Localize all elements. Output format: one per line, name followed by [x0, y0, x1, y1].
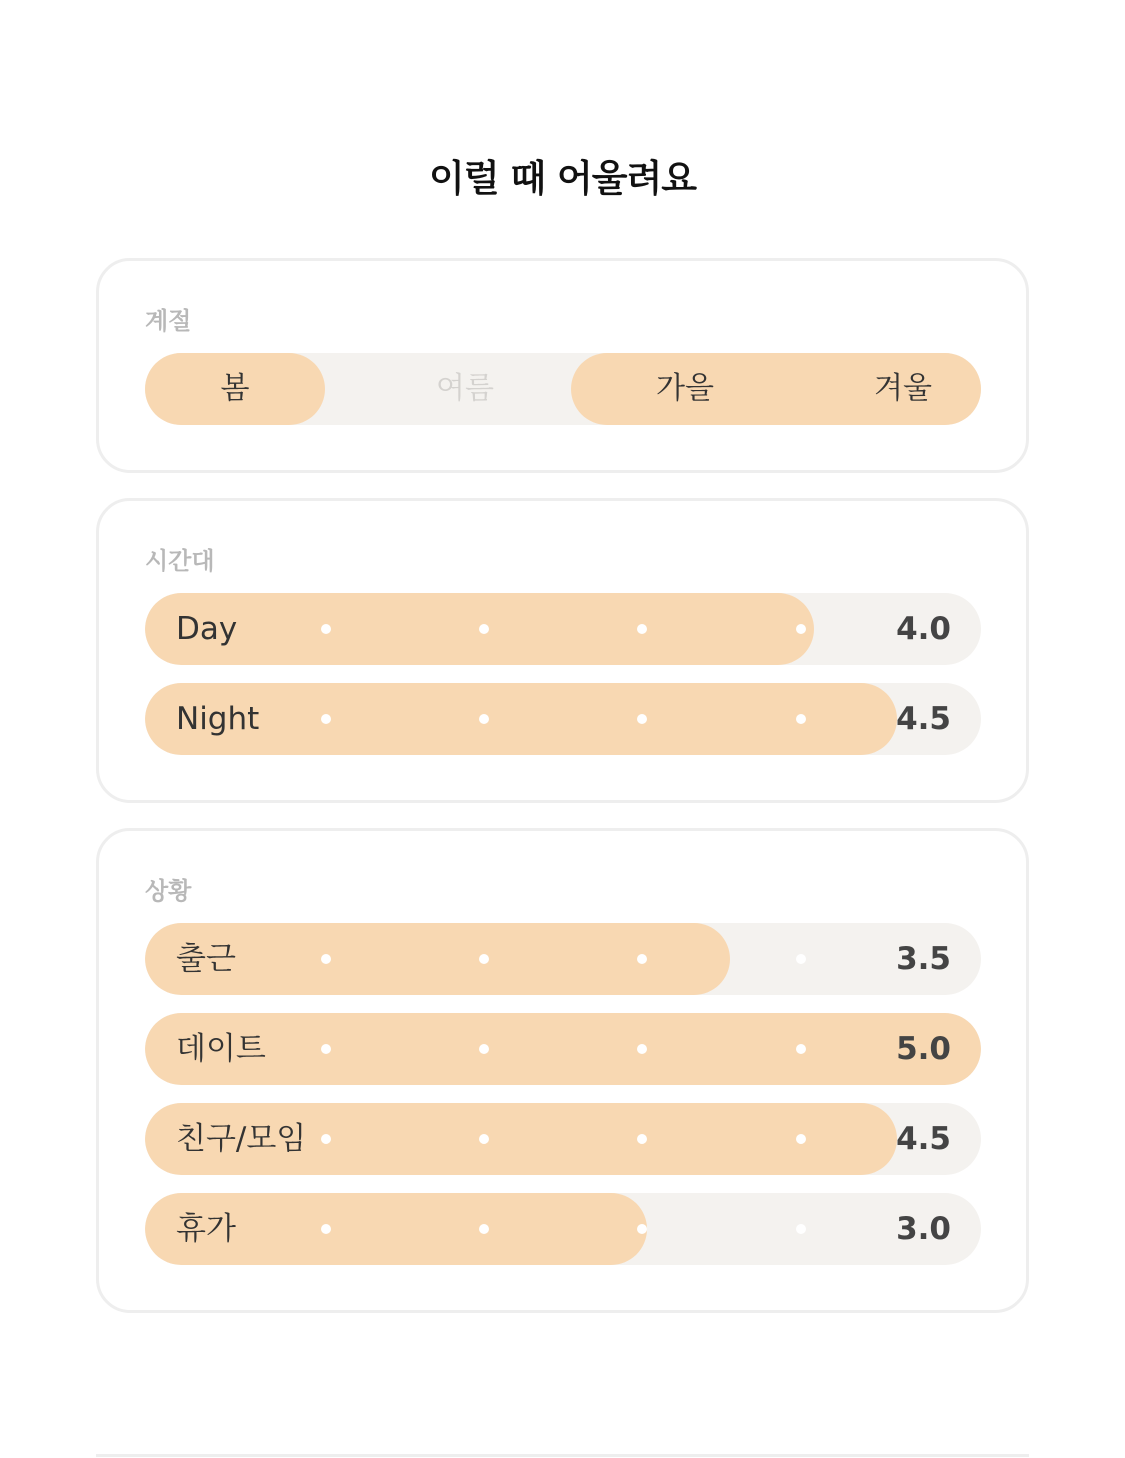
rating-bar-vacation	[145, 1193, 981, 1265]
scale-dot	[796, 714, 806, 724]
season-option-summer[interactable]: 여름	[436, 371, 494, 406]
situation-card	[96, 828, 1029, 1313]
scale-dot	[321, 1224, 331, 1234]
rating-bar-commute	[145, 923, 981, 995]
scale-dot	[796, 1044, 806, 1054]
scale-dot	[637, 624, 647, 634]
rating-label: Night	[176, 701, 260, 737]
scale-dot	[637, 1224, 647, 1234]
season-option-fall[interactable]: 가을	[656, 371, 714, 406]
rating-value: 4.5	[896, 701, 951, 737]
rating-bar-day	[145, 593, 981, 665]
rating-value: 3.5	[896, 941, 951, 977]
rating-label: 데이트	[176, 1031, 266, 1067]
time-card	[96, 498, 1029, 803]
scale-dot	[321, 954, 331, 964]
divider	[96, 1454, 1029, 1457]
season-option-spring[interactable]: 봄	[220, 371, 250, 406]
rating-value: 4.5	[896, 1121, 951, 1157]
scale-dot	[479, 624, 489, 634]
season-option-winter[interactable]: 겨울	[874, 371, 932, 406]
rating-bar-friends	[145, 1103, 981, 1175]
rating-value: 3.0	[896, 1211, 951, 1247]
season-card-label: 계절	[145, 307, 192, 335]
scale-dot	[321, 624, 331, 634]
rating-fill	[145, 1013, 981, 1085]
rating-label: 출근	[176, 941, 236, 977]
rating-bar-night	[145, 683, 981, 755]
scale-dot	[321, 714, 331, 724]
scale-dot	[637, 1044, 647, 1054]
scale-dot	[321, 1134, 331, 1144]
rating-label: 친구/모임	[176, 1121, 307, 1157]
rating-label: Day	[176, 611, 238, 647]
rating-label: 휴가	[176, 1211, 236, 1247]
rating-bar-date	[145, 1013, 981, 1085]
scale-dot	[796, 954, 806, 964]
scale-dot	[479, 1224, 489, 1234]
scale-dot	[479, 954, 489, 964]
scale-dot	[637, 1134, 647, 1144]
rating-value: 4.0	[896, 611, 951, 647]
season-card	[96, 258, 1029, 473]
time-card-label: 시간대	[145, 547, 215, 575]
scale-dot	[637, 954, 647, 964]
scale-dot	[637, 714, 647, 724]
scale-dot	[796, 624, 806, 634]
scale-dot	[796, 1224, 806, 1234]
rating-value: 5.0	[896, 1031, 951, 1067]
situation-card-label: 상황	[145, 877, 192, 905]
scale-dot	[479, 1044, 489, 1054]
scale-dot	[479, 1134, 489, 1144]
scale-dot	[796, 1134, 806, 1144]
section-title: 이럴 때 어울려요	[429, 157, 696, 200]
scale-dot	[479, 714, 489, 724]
scale-dot	[321, 1044, 331, 1054]
season-selector	[145, 353, 981, 425]
